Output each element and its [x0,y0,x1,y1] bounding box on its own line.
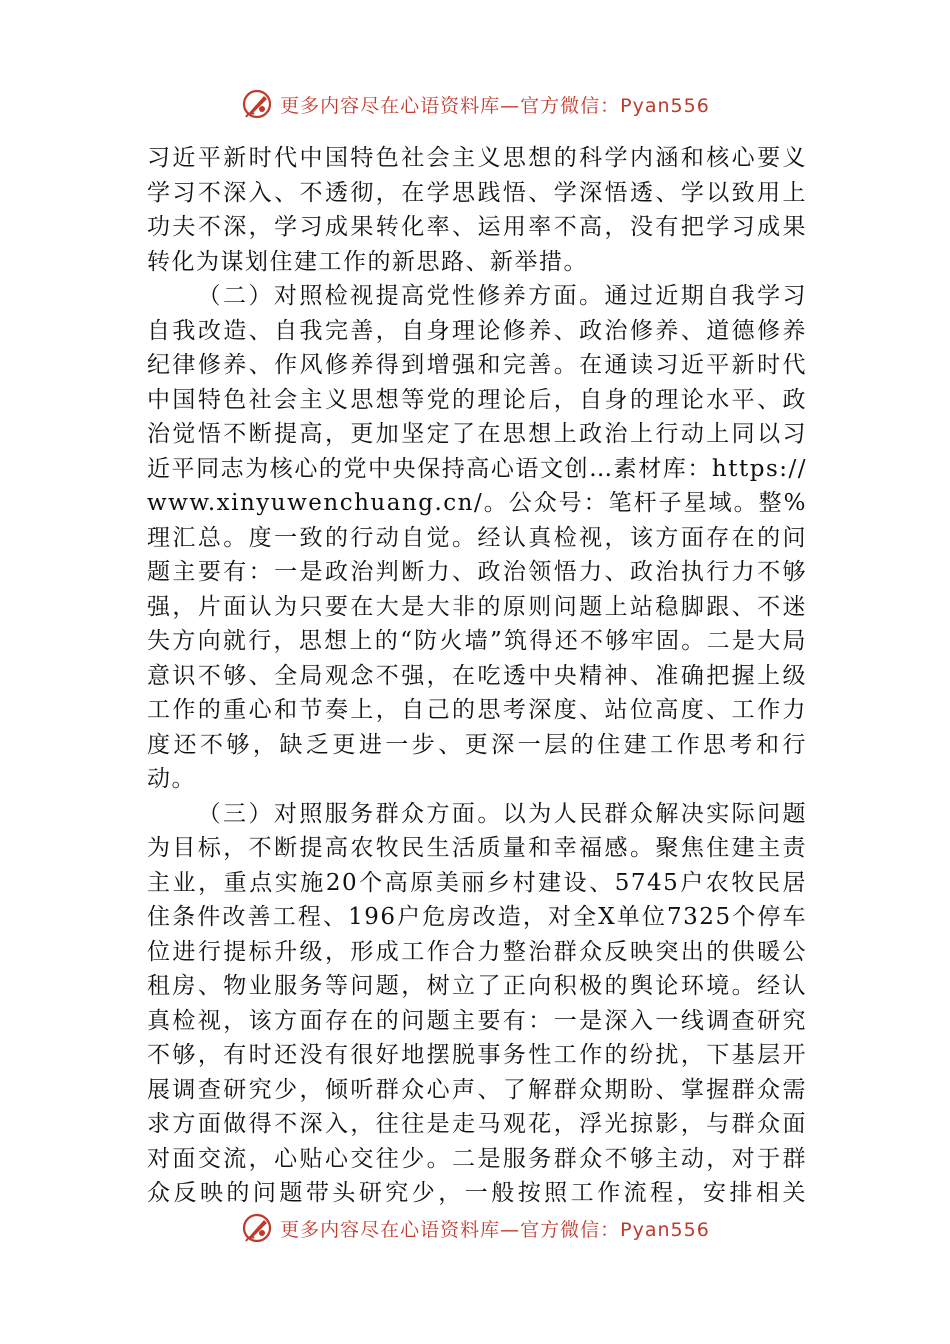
footer-watermark [0,1204,950,1244]
header-watermark [0,84,950,124]
paragraph-2: （二）对照检视提高党性修养方面。通过近期自我学习自我改造、自我完善，自身理论修养、政治修养、道德修养纪律修养、作风修养得到增强和完善。在通读习近平新时代中国特色社会主义思想等党的理论后，自身的理论水平、政治觉悟不断提高，更加坚定了在思想上政治上行动上同以习近平同志为核心的党中央保持高心语文创…素材库：https://www.xinyuwenchuang.cn/。公众号：笔杆子星域。整%理汇总。度一致的行动自觉。经认真检视，该方面存在的问题主要有：一是政治判断力、政治领悟力、政治执行力不够强，片面认为只要在大是大非的原则问题上站稳脚跟、不迷失方向就行，思想上的“防火墙”筑得还不够牢固。二是大局意识不够、全局观念不强，在吃透中央精神、准确把握上级工作的重心和节奏上，自己的思考深度、站位高度、工作力度还不够，缺乏更进一步、更深一层的住建工作思考和行动。 [147,283,807,792]
pen-seal-icon [240,1211,274,1244]
pen-seal-icon [240,87,274,121]
paragraph-3: （三）对照服务群众方面。以为人民群众解决实际问题为目标，不断提高农牧民生活质量和幸福感。聚焦住建主责主业，重点实施20个高原美丽乡村建设、5745户农牧民居住条件改善工程、196户危房改造，对全X单位7325个停车位进行提标升级，形成工作合力整治群众反映突出的供暖公租房、物业服务等问题，树立了正向积极的舆论环境。经认真检视，该方面存在的问题主要有：一是深入一线调查研究不够，有时还没有很好地摆脱事务性工作的纷扰，下基层开展调查研究少，倾听群众心声、了解群众期盼、掌握群众需求方面做得不深入，往往是走马观花，浮光掠影，与群众面对面交流，心贴心交往少。二是服务群众不够主动，对于群众反映的问题带头研究少，一般按照工作流程，安排相关 [147,800,807,1206]
paragraph-1: 习近平新时代中国特色社会主义思想的科学内涵和核心要义学习不深入、不透彻，在学思践悟、学深悟透、学以致用上功夫不深，学习成果转化率、运用率不高，没有把学习成果转化为谋划住建工作的新思路、新举措。 [147,145,807,275]
watermark-text: 更多内容尽在心语资料库—官方微信：Pyan556 [280,94,710,117]
watermark-text: 更多内容尽在心语资料库—官方微信：Pyan556 [280,1218,710,1241]
document-body [147,141,807,1211]
